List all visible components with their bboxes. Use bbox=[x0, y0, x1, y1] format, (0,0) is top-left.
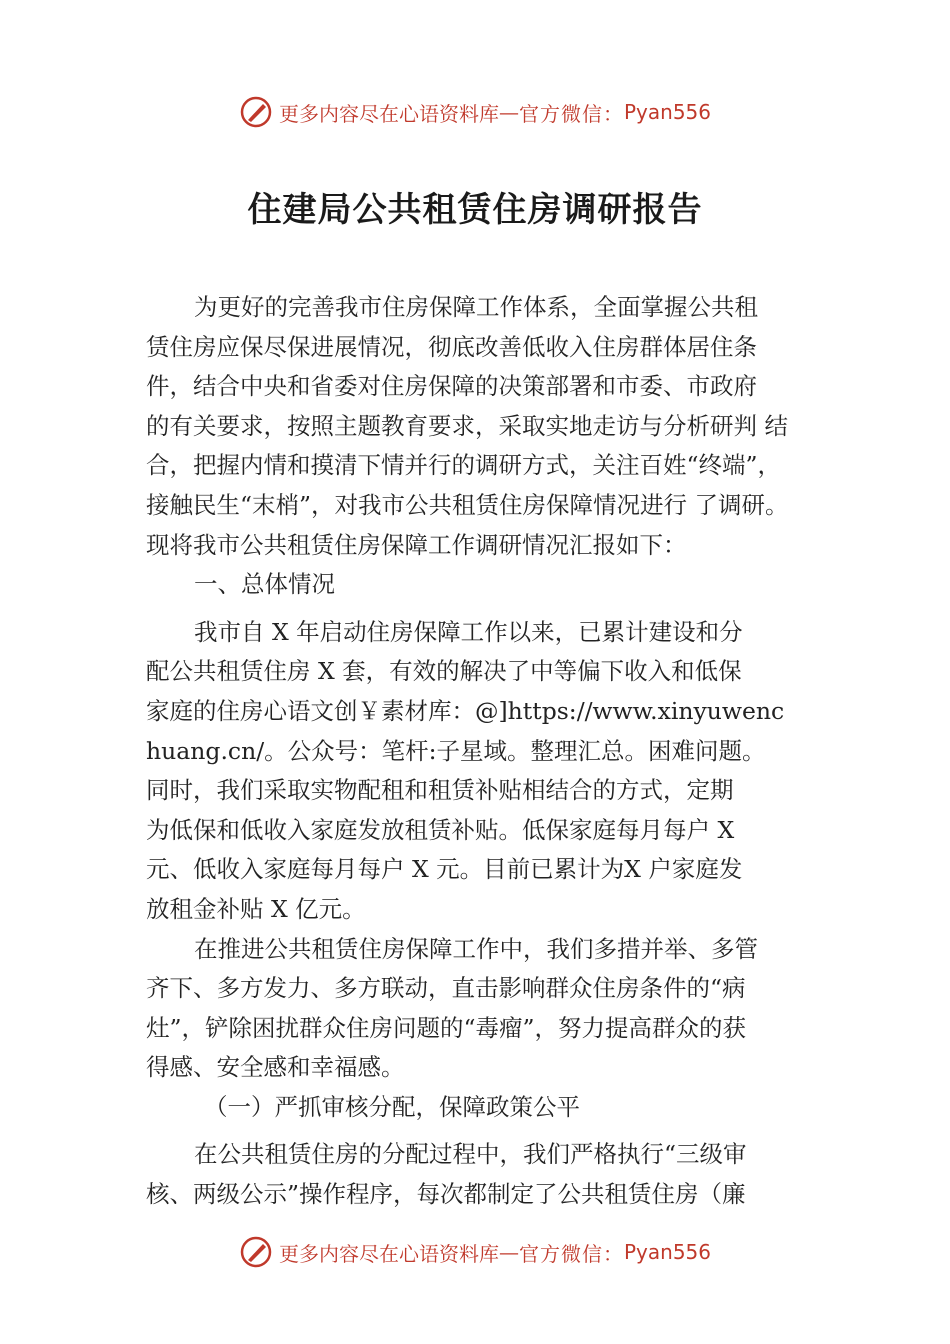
text-line: 放租金补贴 X 亿元。 bbox=[146, 894, 366, 923]
text-line: 元、低收入家庭每月每户 X 元。目前已累计为X 户家庭发 bbox=[146, 855, 743, 884]
watermark-site-text: 更多内容尽在心语资料库 bbox=[278, 101, 499, 126]
paragraph-overview bbox=[146, 613, 836, 930]
section-heading: 一、总体情况 bbox=[194, 570, 335, 599]
paragraph-audit bbox=[146, 1135, 836, 1214]
text-line: 现将我市公共租赁住房保障工作调研情况汇报如下： bbox=[146, 530, 687, 559]
text-line: 得感、安全感和幸福感。 bbox=[146, 1053, 405, 1082]
watermark-separator: — bbox=[498, 1240, 519, 1264]
document-title: 住建局公共租赁住房调研报告 bbox=[247, 190, 703, 230]
watermark-separator: — bbox=[498, 100, 519, 124]
watermark-account: Pyan556 bbox=[623, 100, 711, 124]
text-line: 我市自 X 年启动住房保障工作以来，已累计建设和分 bbox=[194, 617, 743, 646]
document-body bbox=[146, 288, 836, 1215]
text-line: 家庭的住房心语文创￥素材库：@]https://www.xinyuwenc bbox=[146, 696, 785, 725]
text-line: 的有关要求，按照主题教育要求，采取实地走访与分析研判 结 bbox=[146, 411, 788, 440]
header-watermark bbox=[0, 92, 950, 132]
brush-logo-icon bbox=[239, 1235, 273, 1269]
watermark-label: 官方微信： bbox=[518, 101, 624, 126]
text-line: 在公共租赁住房的分配过程中，我们严格执行“三级审 bbox=[194, 1140, 747, 1169]
subsection-heading: （一）严抓审核分配，保障政策公平 bbox=[204, 1092, 580, 1121]
text-line: 配公共租赁住房 X 套，有效的解决了中等偏下收入和低保 bbox=[146, 657, 742, 686]
watermark-account: Pyan556 bbox=[623, 1240, 711, 1264]
text-line: 同时，我们采取实物配租和租赁补贴相结合的方式，定期 bbox=[146, 776, 734, 805]
text-line: 灶”，铲除困扰群众住房问题的“毒瘤”，努力提高群众的获 bbox=[146, 1013, 747, 1042]
watermark-site-text: 更多内容尽在心语资料库 bbox=[278, 1241, 499, 1266]
text-line: 赁住房应保尽保进展情况，彻底改善低收入住房群体居住条 bbox=[146, 332, 757, 361]
text-line: huang.cn/。公众号：笔杆:子星域。整理汇总。困难问题。 bbox=[146, 736, 766, 765]
text-line: 在推进公共租赁住房保障工作中，我们多措并举、多管 bbox=[194, 934, 758, 963]
text-line: 为低保和低收入家庭发放租赁补贴。低保家庭每月每户 X bbox=[146, 815, 735, 844]
text-line: 合，把握内情和摸清下情并行的调研方式，关注百姓“终端”， bbox=[146, 451, 782, 480]
text-line: 接触民生“末梢”，对我市公共租赁住房保障情况进行 了调研。 bbox=[146, 490, 789, 519]
footer-watermark bbox=[0, 1232, 950, 1272]
text-line: 为更好的完善我市住房保障工作体系，全面掌握公共租 bbox=[194, 293, 758, 321]
watermark-label: 官方微信： bbox=[518, 1241, 624, 1266]
paragraph-intro bbox=[146, 288, 836, 565]
brush-logo-icon bbox=[239, 95, 273, 129]
text-line: 核、两级公示”操作程序，每次都制定了公共租赁住房（廉 bbox=[146, 1180, 746, 1209]
text-line: 齐下、多方发力、多方联动，直击影响群众住房条件的“病 bbox=[146, 974, 746, 1003]
section-heading-audit bbox=[146, 1088, 836, 1128]
paragraph-measures bbox=[146, 930, 836, 1088]
text-line: 件，结合中央和省委对住房保障的决策部署和市委、市政府 bbox=[146, 372, 757, 401]
section-heading-overview bbox=[146, 565, 836, 605]
